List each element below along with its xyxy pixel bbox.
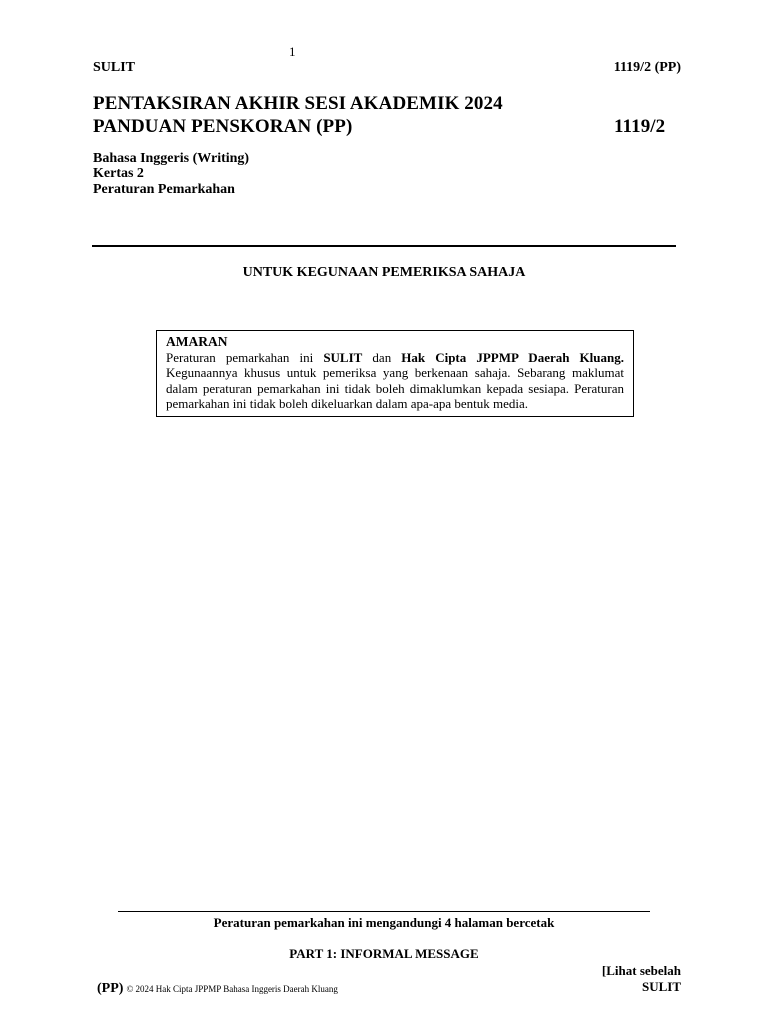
footer-classification: SULIT xyxy=(641,979,681,994)
page-number: 1 xyxy=(289,44,296,59)
title-paper-code: 1119/2 xyxy=(614,116,666,137)
paper-code: 1119/2 (PP) xyxy=(613,60,681,75)
divider xyxy=(92,245,676,247)
examiner-notice: UNTUK KEGUNAAN PEMERIKSA SAHAJA xyxy=(242,265,526,280)
see-next-label: [Lihat sebelah xyxy=(601,963,681,978)
footer-divider xyxy=(118,911,650,912)
warning-box xyxy=(156,330,634,417)
subject-label: Bahasa Inggeris (Writing) xyxy=(93,151,250,166)
page-count-note: Peraturan pemarkahan ini mengandungi 4 halaman bercetak xyxy=(213,915,555,930)
classification-label: SULIT xyxy=(93,60,136,75)
document-title: PENTAKSIRAN AKHIR SESI AKADEMIK 2024 xyxy=(93,93,503,114)
document-type-label: Peraturan Pemarkahan xyxy=(93,182,235,197)
footer-pp-label: (PP) xyxy=(97,981,124,996)
document-subtitle: PANDUAN PENSKORAN (PP) xyxy=(93,116,353,137)
paper-label: Kertas 2 xyxy=(93,166,144,181)
warning-heading: AMARAN xyxy=(166,334,228,349)
copyright-text: © 2024 Hak Cipta JPPMP Bahasa Inggeris Daerah Kluang xyxy=(126,984,338,994)
warning-text: Peraturan pemarkahan ini SULIT dan Hak Cipta JPPMP Daerah Kluang. Kegunaannya khusus untuk pemeriksa yang berkenaan sahaja. Sebarang maklumat dalam peraturan pemarkahan ini tidak boleh dimaklumkan kepada sesiapa. Peraturan pemarkahan ini tidak boleh dikeluarkan dalam apa-apa bentuk media. xyxy=(166,349,624,411)
part-heading: PART 1: INFORMAL MESSAGE xyxy=(289,946,479,961)
footer-copyright xyxy=(97,979,338,997)
footer-right xyxy=(602,963,681,995)
